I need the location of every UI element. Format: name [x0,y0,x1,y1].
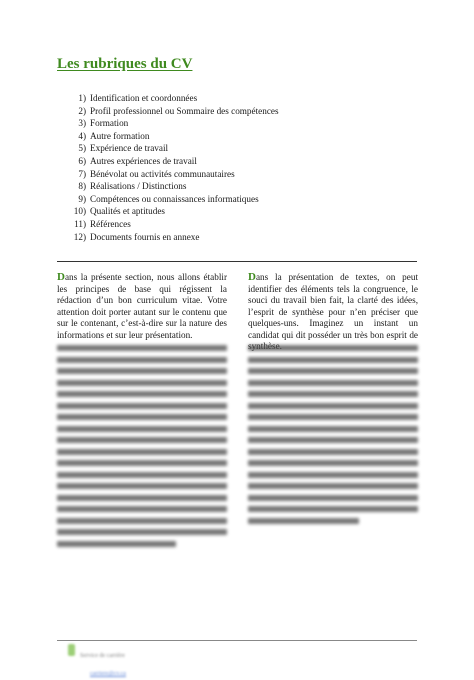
list-number: 5) [78,143,86,154]
list-number: 3) [78,118,86,129]
list-number: 10) [73,206,86,217]
list-text: Formation [90,118,129,129]
section-divider [57,261,417,262]
footer-link[interactable]: carriere@cv.ca [90,671,126,677]
section-title: Les rubriques du CV [57,56,193,72]
list-item [70,193,279,206]
list-number: 8) [78,181,86,192]
list-number: 12) [73,231,86,242]
list-item [70,117,279,130]
footer-logo-icon [68,644,75,656]
list-item [70,218,279,231]
list-text: Bénévolat ou activités communautaires [90,168,235,179]
list-text: Qualités et aptitudes [90,206,166,217]
right-column [248,272,418,529]
list-number: 9) [78,193,86,204]
list-item [70,130,279,143]
footer [80,644,126,680]
list-item [70,205,279,218]
list-number: 11) [74,218,86,229]
left-column-text: Dans la présente section, nous allons établir les principes de base qui régissent la rédaction d’un bon curriculum vitae. Votre attention doit porter autant sur le contenu que sur le contenant, c’est-à-dire sur la nature des informations et sur leur présentation. [57,271,227,340]
list-text: Références [90,218,131,229]
list-number: 4) [78,130,86,141]
list-number: 7) [78,168,86,179]
list-text: Compétences ou connaissances informatiques [90,193,259,204]
right-column-text: Dans la présentation de textes, on peut identifier des éléments tels la congruence, le souci du travail bien fait, la clarté des idées, l’esprit de synthèse pour n’en préciser que quelques-uns. Imaginez un instant un candidat qui dit posséder un très bon esprit de [248,271,418,340]
list-item [70,92,279,105]
list-text: Profil professionnel ou Sommaire des compétences [90,105,279,116]
blurred-preview-text [57,345,227,547]
list-item [70,168,279,181]
footer-divider [57,640,417,641]
list-number: 2) [78,105,86,116]
list-number: 1) [78,93,86,103]
list-item [70,231,279,244]
list-text: Documents fournis en annexe [90,231,200,242]
list-text: Autres expériences de travail [90,155,197,166]
list-text: Identification et coordonnées [90,93,198,103]
list-text: Autre formation [90,130,150,141]
left-column [57,272,227,552]
list-text: Expérience de travail [90,143,169,154]
list-item [70,142,279,155]
list-item [70,105,279,118]
list-number: 6) [78,155,86,166]
rubric-list [70,92,279,243]
list-item [70,155,279,168]
list-text: Réalisations / Distinctions [90,181,187,192]
list-item [70,180,279,193]
footer-text: Service de carrière [80,653,125,659]
blurred-preview-text [248,345,418,524]
